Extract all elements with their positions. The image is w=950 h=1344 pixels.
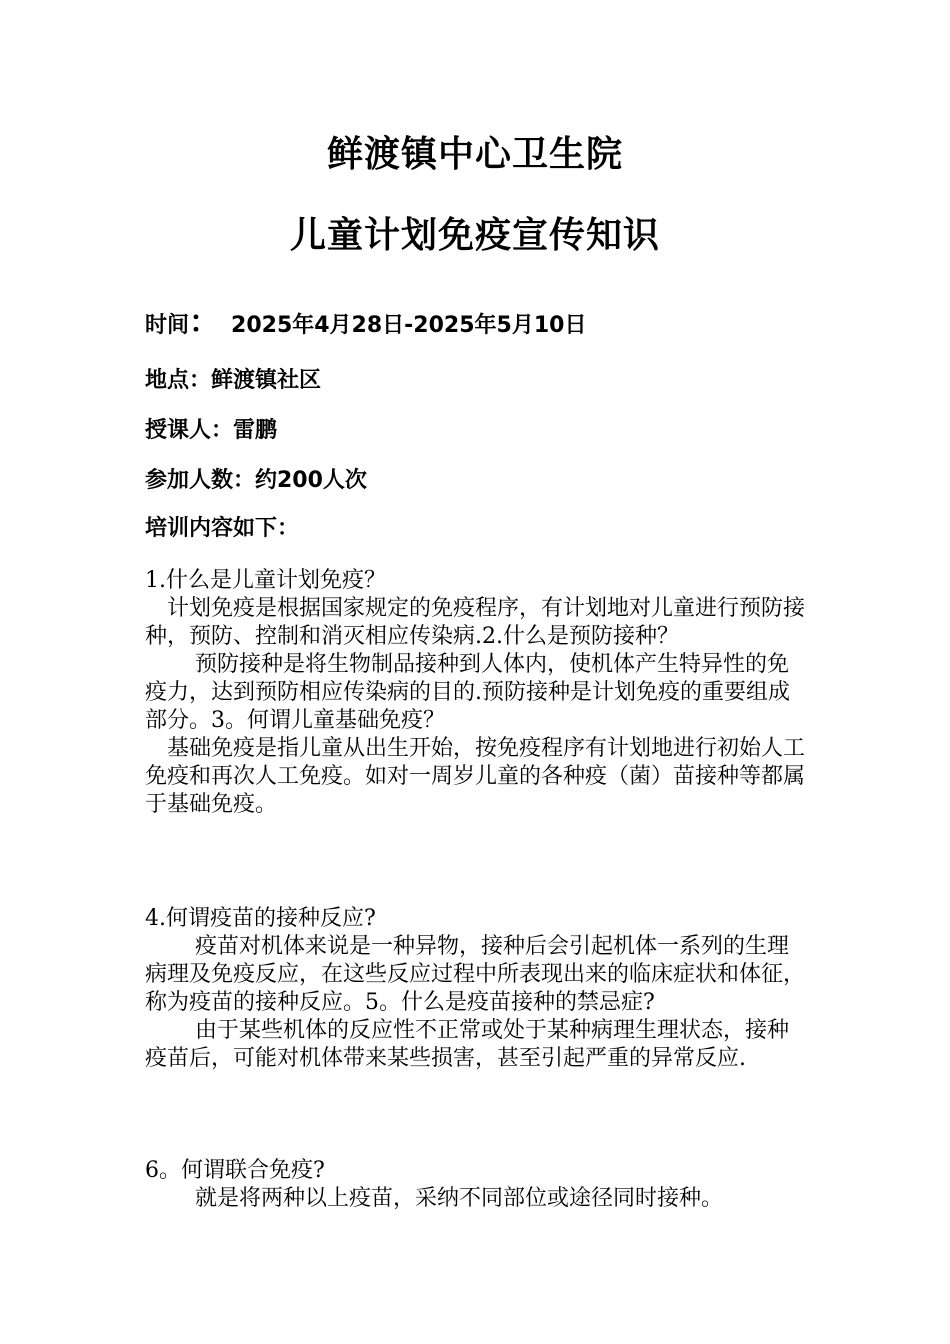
hospital-title: 鲜渡镇中心卫生院 <box>326 134 623 175</box>
info-place: 地点：鲜渡镇社区 <box>145 368 322 393</box>
paragraph: 疫苗对机体来说是一种异物，接种后会引起机体一系列的生理病理及免疫反应，在这些反应过程中所表现出来的临床症状和体征，称为疫苗的接种反应。5。什么是疫苗接种的禁忌症? <box>145 934 806 1015</box>
content-heading: 培训内容如下： <box>145 516 300 541</box>
info-time <box>145 305 587 341</box>
paragraph: 基础免疫是指儿童从出生开始，按免疫程序有计划地进行初始人工免疫和再次人工免疫。如对一周岁儿童的各种疫（菌）苗接种等都属于基础免疫。 <box>145 736 806 817</box>
time-colon: ： <box>189 305 220 340</box>
document-title: 儿童计划免疫宣传知识 <box>289 215 660 256</box>
time-label: 时间 <box>145 313 190 338</box>
info-count: 参加人数：约200人次 <box>145 468 367 493</box>
section-2 <box>145 905 805 1073</box>
question-6: 6。何谓联合免疫? <box>145 1158 325 1183</box>
paragraph: 就是将两种以上疫苗，采纳不同部位或途径同时接种。 <box>195 1186 724 1211</box>
paragraph: 由于某些机体的反应性不正常或处于某种病理生理状态，接种疫苗后，可能对机体带来某些损害，甚至引起严重的异常反应. <box>145 1018 790 1071</box>
section-3 <box>145 1157 805 1213</box>
section-1 <box>145 567 805 819</box>
paragraph: 计划免疫是根据国家规定的免疫程序，有计划地对儿童进行预防接种，预防、控制和消灭相应传染病.2.什么是预防接种？ <box>145 596 806 649</box>
time-value: 2025年4月28日-2025年5月10日 <box>231 313 587 338</box>
question-1: 1.什么是儿童计划免疫？ <box>145 568 386 593</box>
info-teacher: 授课人：雷鹏 <box>145 418 278 443</box>
question-4: 4.何谓疫苗的接种反应? <box>145 906 376 931</box>
paragraph: 预防接种是将生物制品接种到人体内，使机体产生特异性的免疫力，达到预防相应传染病的目的.预防接种是计划免疫的重要组成部分。3。何谓儿童基础免疫？ <box>145 652 790 733</box>
